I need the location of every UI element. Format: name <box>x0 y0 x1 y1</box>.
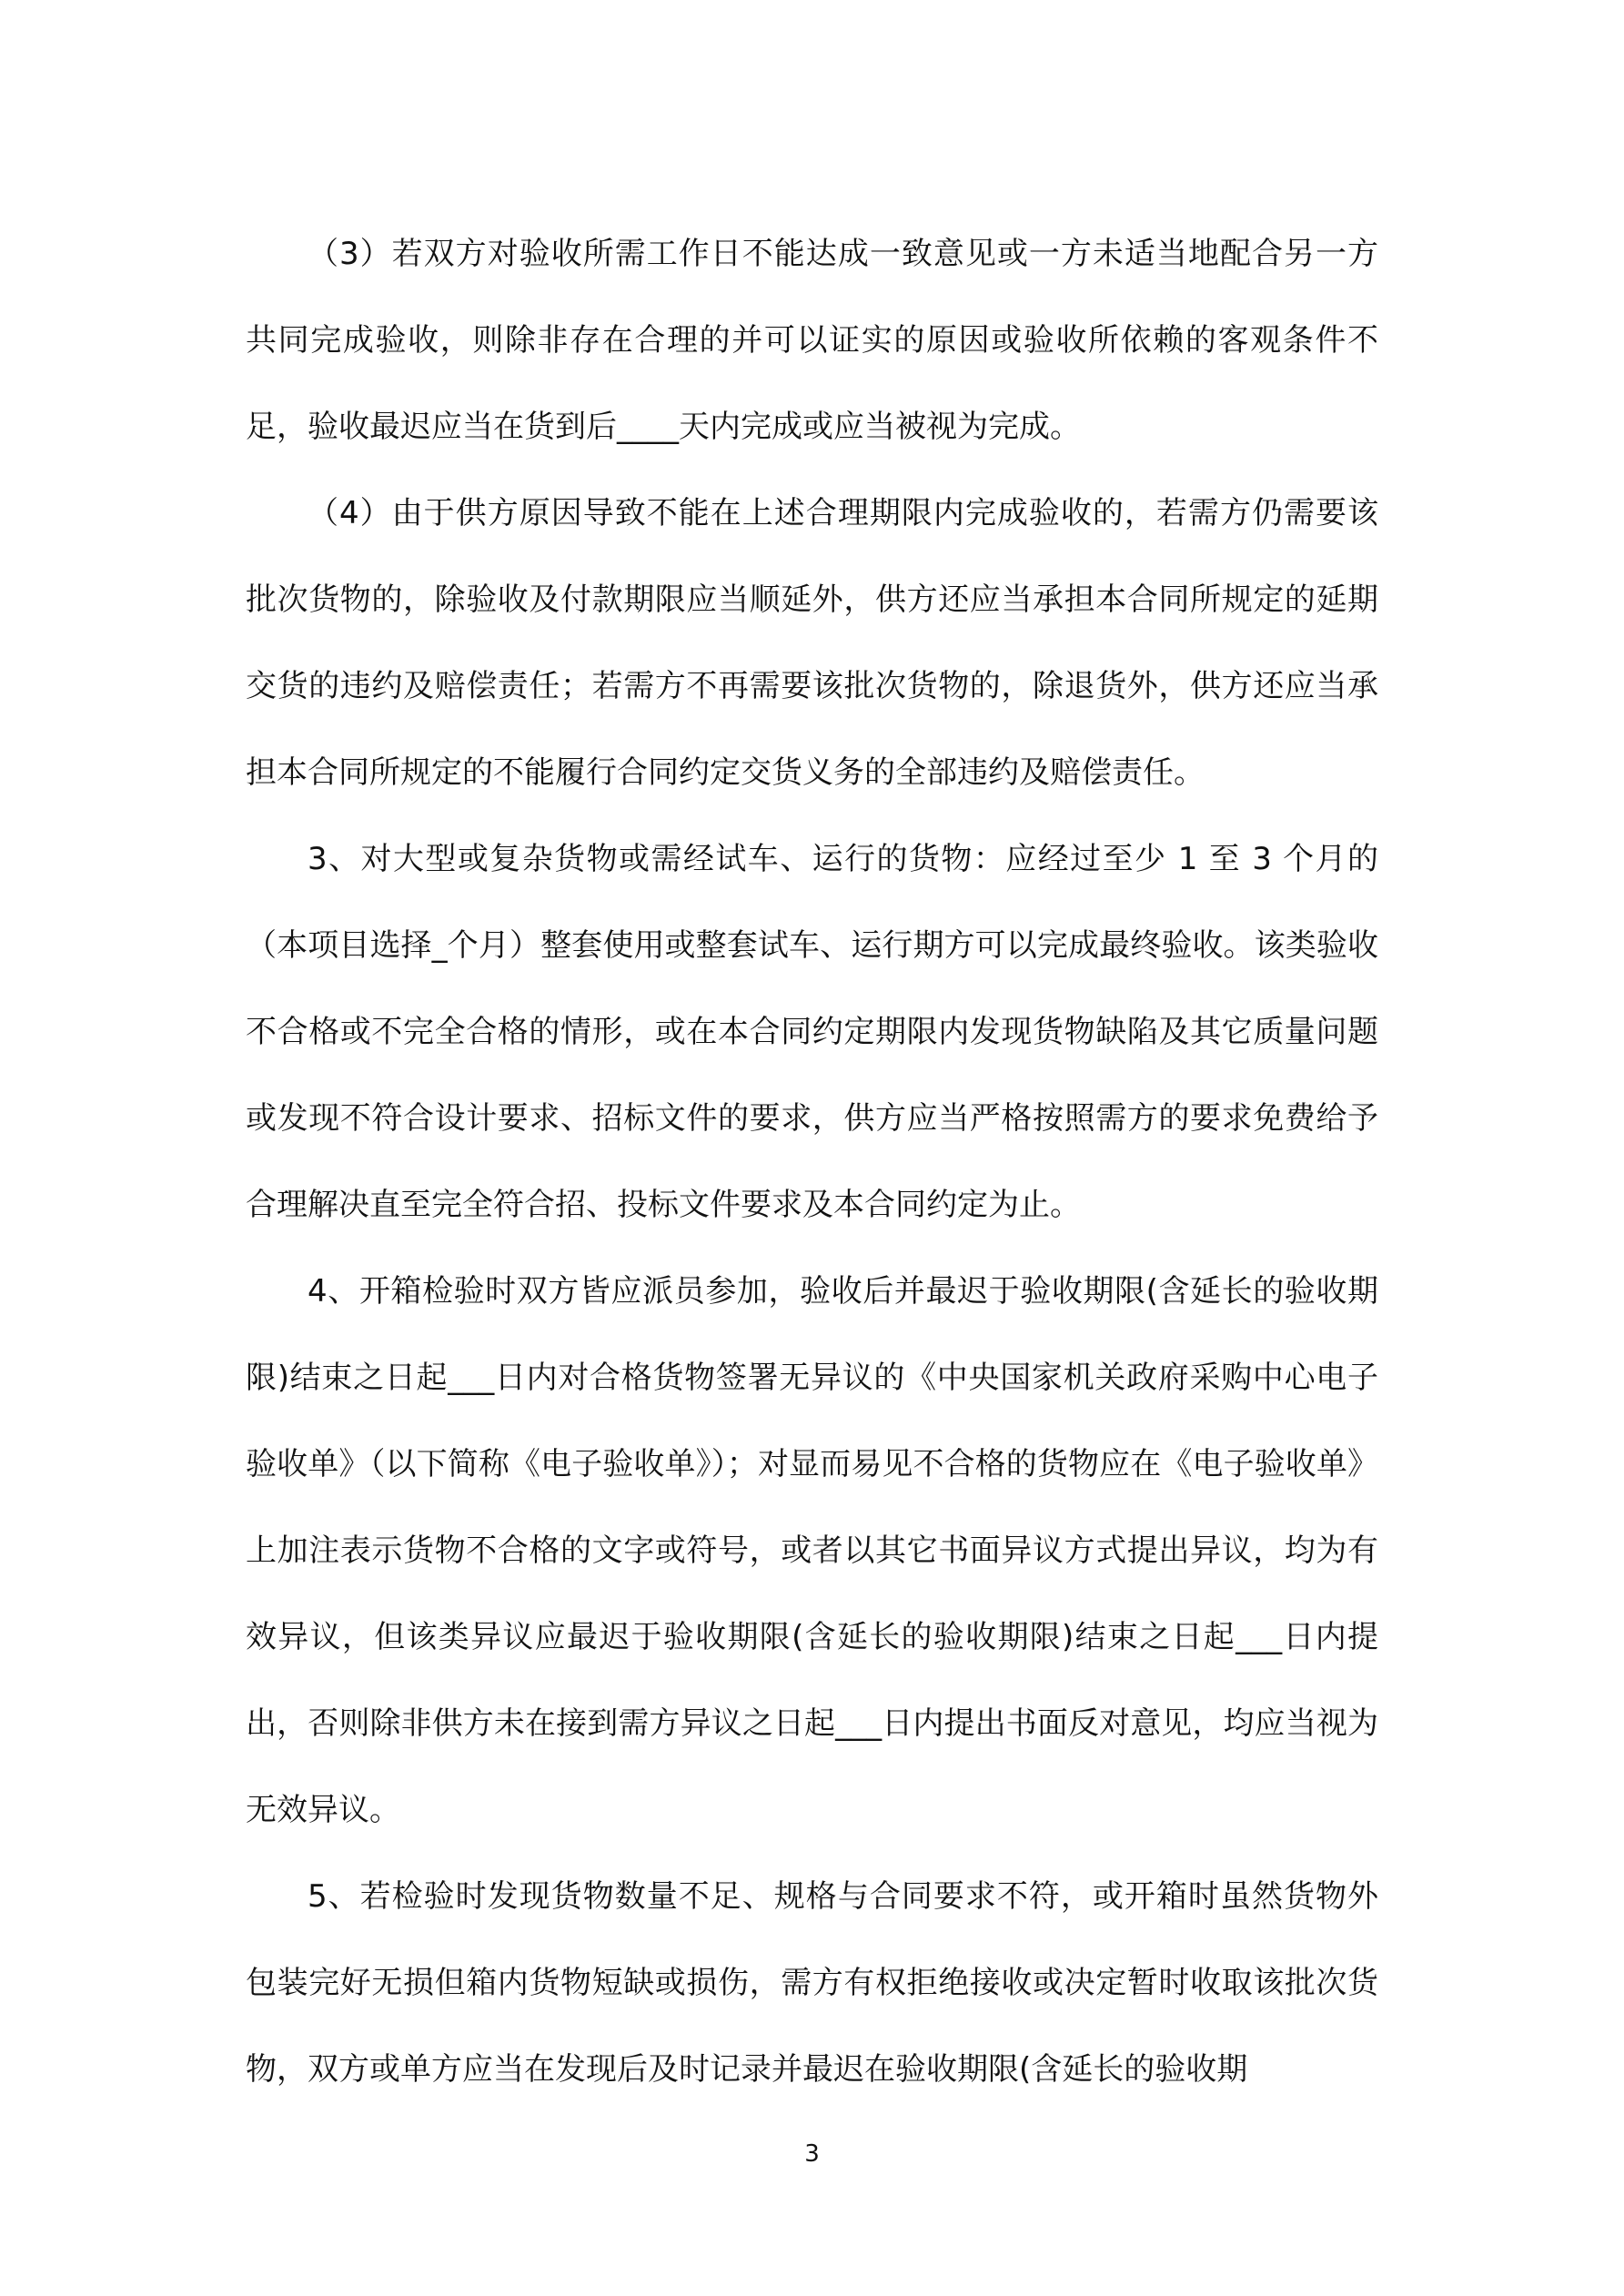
page-number: 3 <box>804 2140 820 2168</box>
document-body <box>246 211 1378 2113</box>
paragraph-quantity-shortage: 5、若检验时发现货物数量不足、规格与合同要求不符，或开箱时虽然货物外包装完好无损但箱内货物短缺或损伤，需方有权拒绝接收或决定暂时收取该批次货物，双方或单方应当在发现后及时记录并最迟在验收期限(含延长的验收期 <box>246 1878 1378 2088</box>
paragraph-large-goods-acceptance: 3、对大型或复杂货物或需经试车、运行的货物：应经过至少 1 至 3 个月的（本项目选择_个月）整套使用或整套试车、运行期方可以完成最终验收。该类验收不合格或不完全合格的情形，或在本合同约定期限内发现货物缺陷及其它质量问题或发现不符合设计要求、招标文件的要求，供方应当严格按照需方的要求免费给予合理解决直至完全符合招、投标文件要求及本合同约定为止。 <box>246 841 1378 1223</box>
paragraph-supplier-delay: （4）由于供方原因导致不能在上述合理期限内完成验收的，若需方仍需要该批次货物的，除验收及付款期限应当顺延外，供方还应当承担本合同所规定的延期交货的违约及赔偿责任；若需方不再需要该批次货物的，除退货外，供方还应当承担本合同所规定的不能履行合同约定交货义务的全部违约及赔偿责任。 <box>246 495 1378 791</box>
paragraph-acceptance-disagreement: （3）若双方对验收所需工作日不能达成一致意见或一方未适当地配合另一方共同完成验收，则除非存在合理的并可以证实的原因或验收所依赖的客观条件不足，验收最迟应当在货到后____天内完成或应当被视为完成。 <box>246 236 1378 445</box>
paragraph-unpacking-inspection: 4、开箱检验时双方皆应派员参加，验收后并最迟于验收期限(含延长的验收期限)结束之日起___日内对合格货物签署无异议的《中央国家机关政府采购中心电子验收单》（以下简称《电子验收单》）；对显而易见不合格的货物应在《电子验收单》上加注表示货物不合格的文字或符号，或者以其它书面异议方式提出异议，均为有效异议，但该类异议应最迟于验收期限(含延长的验收期限)结束之日起___日内提出，否则除非供方未在接到需方异议之日起___日内提出书面反对意见，均应当视为无效异议。 <box>246 1273 1378 1828</box>
